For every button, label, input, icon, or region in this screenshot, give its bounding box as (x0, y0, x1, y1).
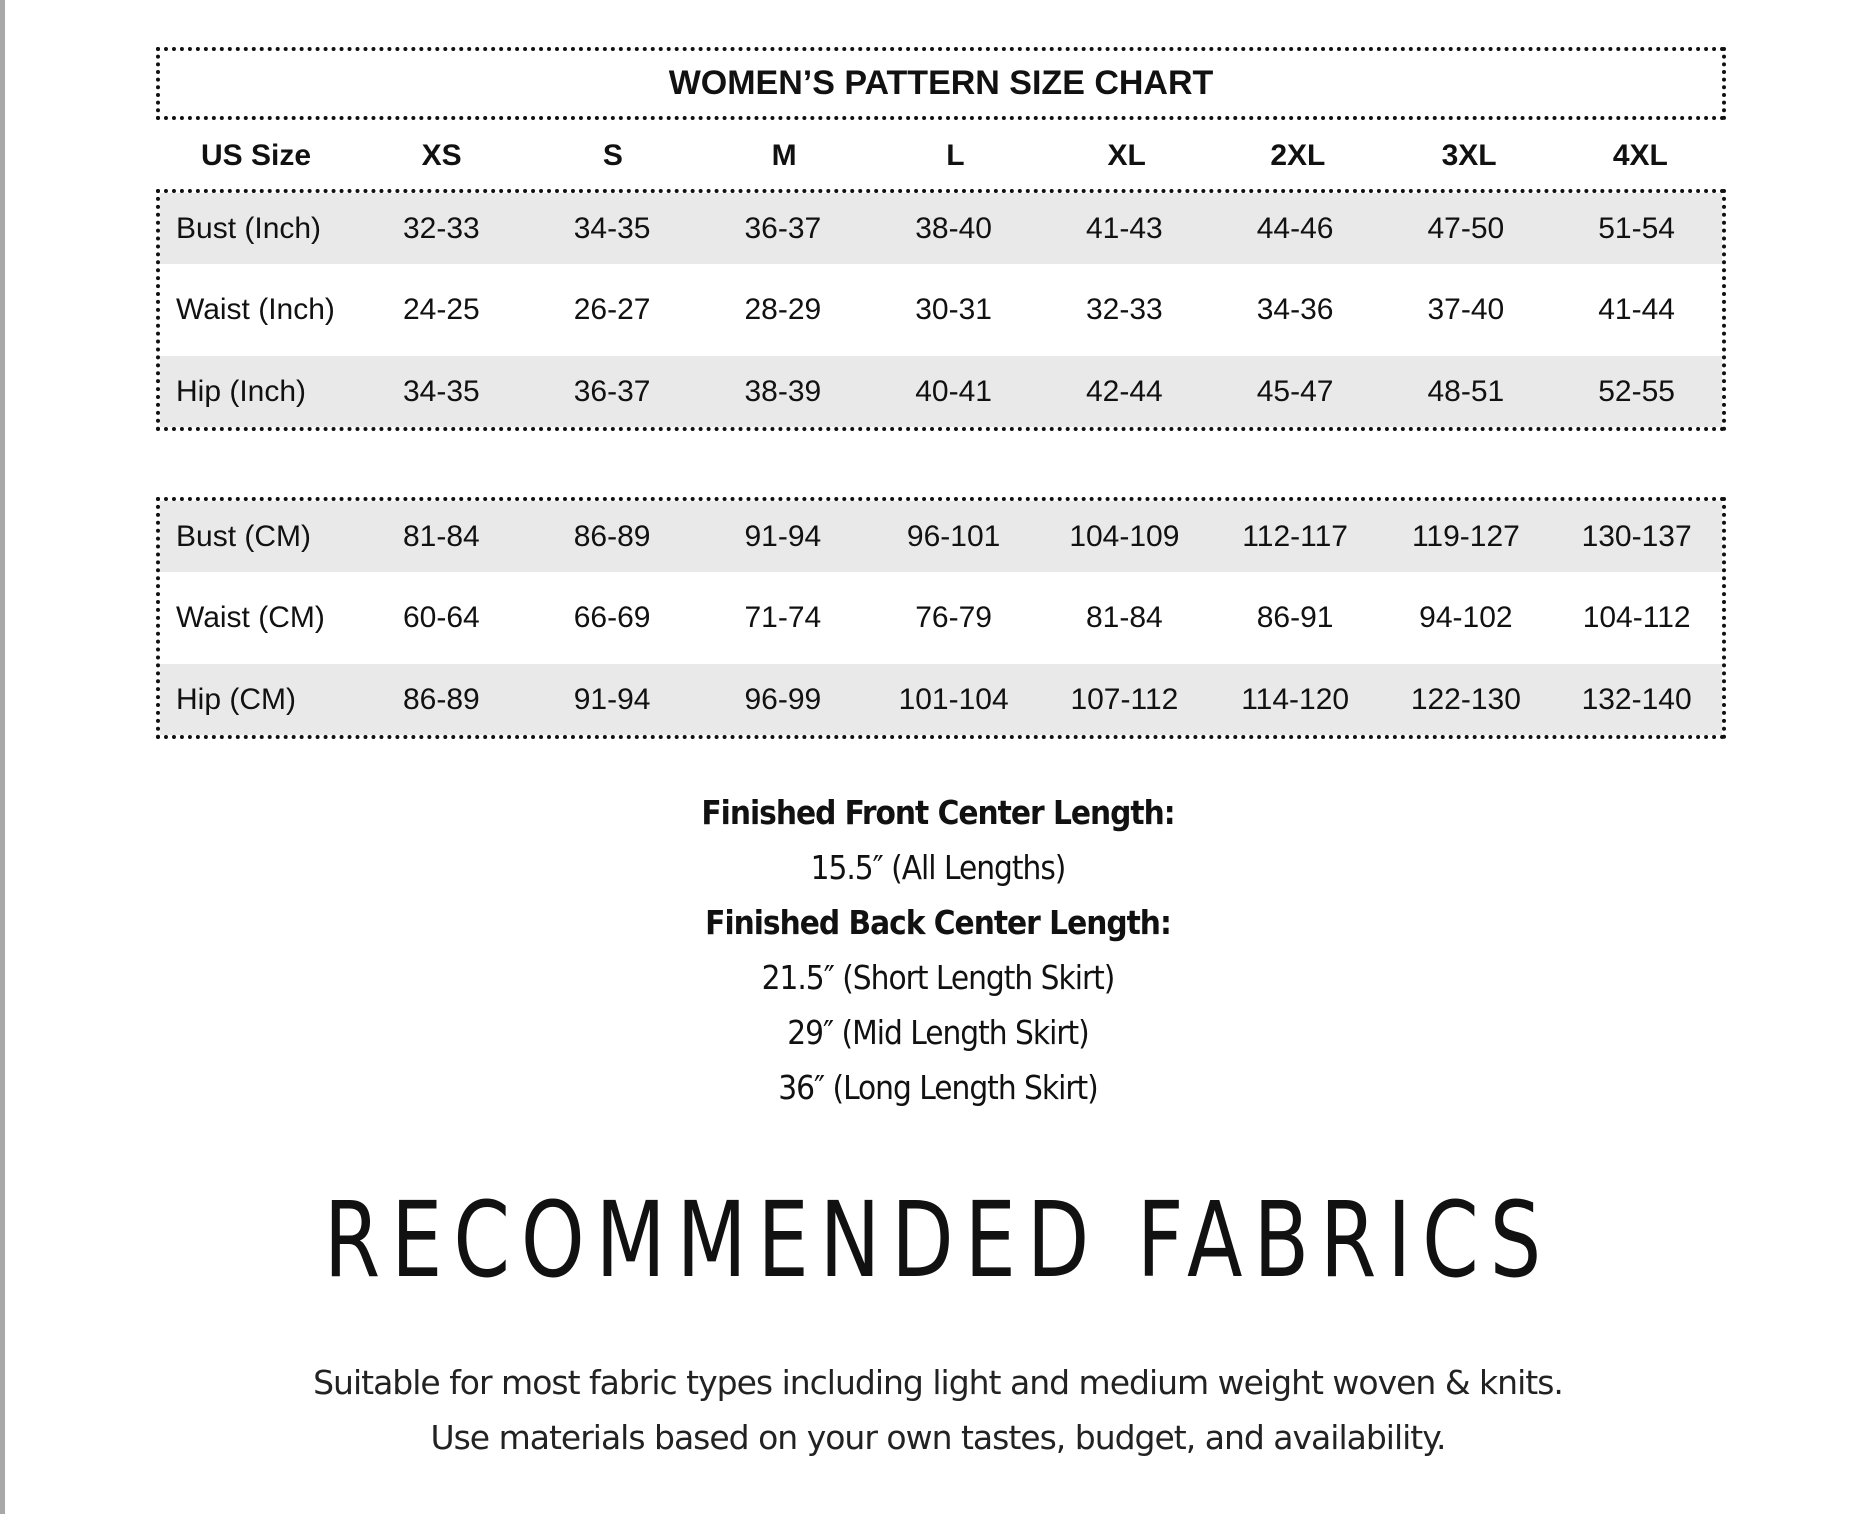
us-size-label: US Size (200, 139, 312, 172)
back-length-heading: Finished Back Center Length: (705, 903, 1171, 942)
table-cell: 40-41 (915, 374, 992, 408)
table-cell: 26-27 (573, 293, 651, 326)
table-cell: 91-94 (573, 682, 651, 716)
table-cell: 34-35 (403, 374, 480, 408)
back-length-long: 36″ (Long Length Skirt) (778, 1068, 1098, 1107)
fabrics-line: Use materials based on your own tastes, budget, and availability. (430, 1418, 1446, 1457)
size-header-cell: 3XL (1441, 139, 1497, 172)
row-label: Waist (CM) (176, 601, 325, 634)
table-cell: 81-84 (1086, 601, 1163, 634)
table-cell: 42-44 (1086, 374, 1163, 408)
row-label: Hip (Inch) (176, 374, 307, 408)
table-cell: 104-109 (1069, 519, 1180, 553)
table-row (160, 572, 1722, 664)
table-cell: 96-101 (906, 519, 1001, 553)
table-cell: 36-37 (573, 374, 651, 408)
table-cell: 66-69 (573, 601, 651, 634)
table-cell: 45-47 (1256, 374, 1334, 408)
table-cell: 86-89 (573, 519, 651, 553)
table-cell: 76-79 (915, 601, 992, 634)
table-cell: 41-43 (1086, 211, 1163, 245)
table-cell: 130-137 (1581, 519, 1692, 553)
table-row (160, 664, 1722, 735)
size-chart-title: WOMEN’S PATTERN SIZE CHART (156, 47, 1726, 120)
table-cell: 38-40 (915, 211, 992, 245)
table-cell: 81-84 (403, 519, 480, 553)
back-length-short: 21.5″ (Short Length Skirt) (761, 958, 1115, 997)
row-label: Bust (Inch) (176, 211, 322, 245)
table-cell: 32-33 (1086, 293, 1163, 326)
table-cell: 34-35 (573, 211, 651, 245)
table-cell: 114-120 (1241, 682, 1350, 716)
fabrics-line: Suitable for most fabric types including light and medium weight woven & knits. (313, 1363, 1563, 1402)
table-cell: 91-94 (744, 519, 822, 553)
table-cell: 47-50 (1427, 211, 1505, 245)
table-row (160, 501, 1722, 572)
row-label: Hip (CM) (176, 682, 296, 716)
table-cell: 48-51 (1427, 374, 1505, 408)
row-label: Bust (CM) (176, 519, 311, 553)
table-cell: 119-127 (1411, 519, 1520, 553)
size-header-row (156, 130, 1726, 182)
table-cell: 44-46 (1256, 211, 1334, 245)
table-cell: 24-25 (403, 293, 480, 326)
size-header-cell: M (771, 139, 797, 172)
front-length-value: 15.5″ (All Lengths) (810, 848, 1066, 887)
size-header-cell: 4XL (1612, 139, 1668, 172)
size-header-cell: 2XL (1270, 139, 1326, 172)
table-cell: 86-91 (1256, 601, 1334, 634)
table-row (160, 264, 1722, 356)
row-label: Waist (Inch) (176, 293, 335, 326)
size-header-cell: XS (421, 139, 462, 172)
table-cell: 122-130 (1410, 682, 1521, 716)
table-cell: 132-140 (1581, 682, 1692, 716)
recommended-fabrics-heading: RECOMMENDED FABRICS (323, 1179, 1553, 1301)
table-cell: 30-31 (915, 293, 992, 326)
recommended-fabrics-text (0, 1355, 1876, 1465)
table-cell: 86-89 (403, 682, 480, 716)
size-header-cell: S (602, 139, 623, 172)
table-cell: 52-55 (1598, 374, 1675, 408)
cm-measurements-table (156, 497, 1726, 739)
size-header-cell: L (946, 139, 965, 172)
table-cell: 104-112 (1582, 601, 1691, 634)
table-cell: 101-104 (898, 682, 1009, 716)
table-row (160, 356, 1722, 427)
table-cell: 32-33 (403, 211, 480, 245)
table-cell: 60-64 (403, 601, 480, 634)
size-header-cell: XL (1107, 139, 1146, 172)
table-row (160, 193, 1722, 264)
page-edge (0, 0, 5, 1514)
finished-lengths-section (0, 785, 1876, 1115)
table-cell: 34-36 (1256, 293, 1334, 326)
table-cell: 51-54 (1598, 211, 1675, 245)
back-length-mid: 29″ (Mid Length Skirt) (787, 1013, 1089, 1052)
table-cell: 36-37 (744, 211, 822, 245)
table-cell: 71-74 (744, 601, 822, 634)
inch-measurements-table (156, 189, 1726, 431)
table-cell: 41-44 (1598, 293, 1675, 326)
table-cell: 112-117 (1242, 519, 1348, 553)
front-length-heading: Finished Front Center Length: (701, 793, 1175, 832)
table-cell: 38-39 (744, 374, 822, 408)
table-cell: 96-99 (744, 682, 822, 716)
table-cell: 28-29 (744, 293, 822, 326)
table-cell: 94-102 (1419, 601, 1513, 634)
table-cell: 37-40 (1427, 293, 1505, 326)
table-cell: 107-112 (1070, 682, 1179, 716)
